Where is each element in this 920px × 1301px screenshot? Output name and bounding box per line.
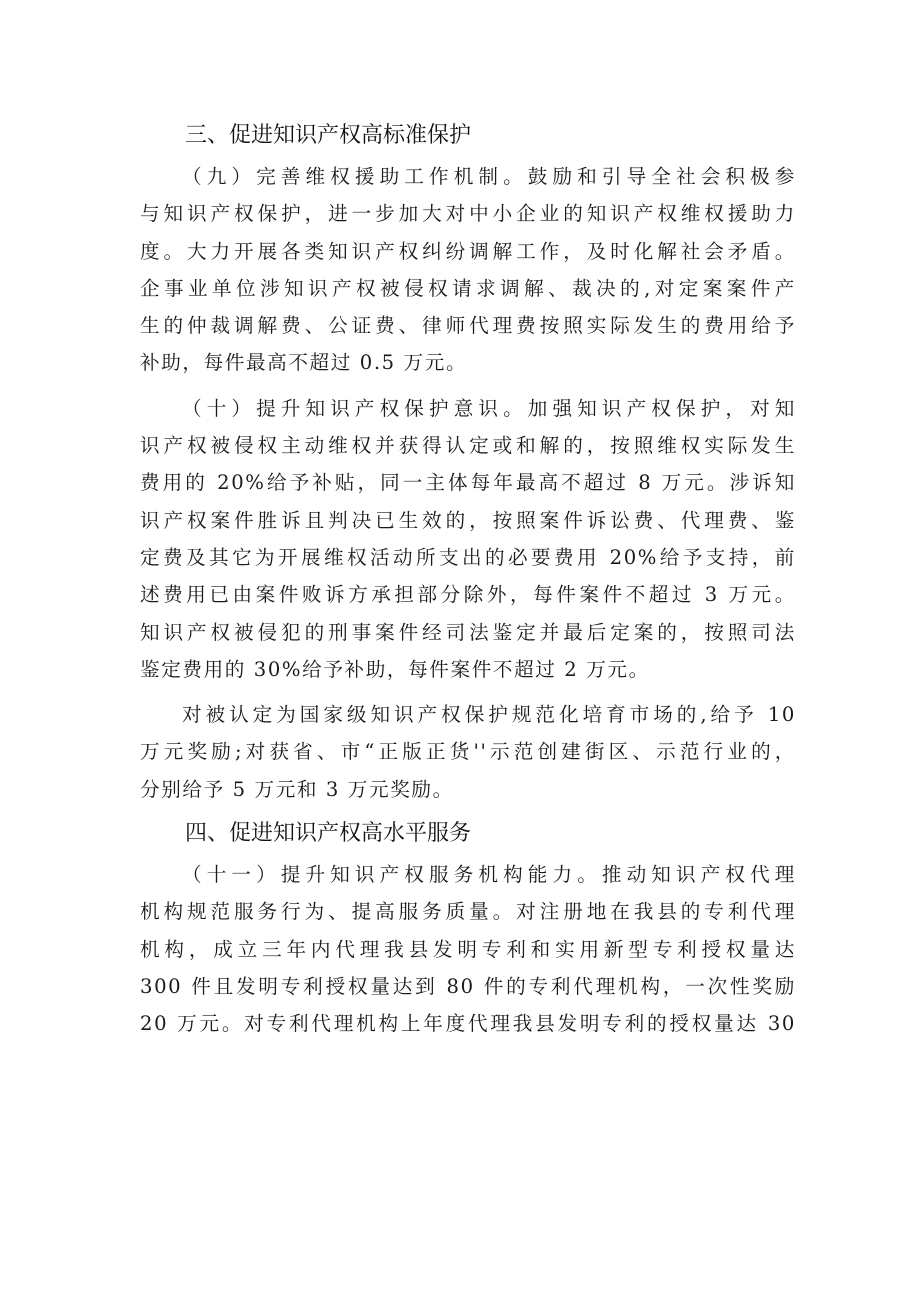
text-line: 知识产权被侵犯的刑事案件经司法鉴定并最后定案的，按照司法 <box>140 620 796 644</box>
text-line: 分别给予 5 万元和 3 万元奖励。 <box>140 777 454 801</box>
text-line: 费用的 20%给予补贴，同一主体每年最高不超过 8 万元。涉诉知 <box>140 471 796 495</box>
text-line: 与知识产权保护，进一步加大对中小企业的知识产权维权援助力 <box>140 202 796 226</box>
text-line: 定费及其它为开展维权活动所支出的必要费用 20%给予支持，前 <box>140 545 796 569</box>
text-line: 鉴定费用的 30%给予补助，每件案件不超过 2 万元。 <box>140 657 650 681</box>
section-heading: 四、促进知识产权高水平服务 <box>185 821 472 847</box>
text-line: 对被认定为国家级知识产权保护规范化培育市场的,给予 10 <box>182 703 796 727</box>
text-line: 识产权被侵权主动维权并获得认定或和解的，按照维权实际发生 <box>140 434 796 458</box>
text-line: 300 件且发明专利授权量达到 80 件的专利代理机构，一次性奖励 <box>140 974 796 998</box>
text-line: 机构规范服务行为、提高服务质量。对注册地在我县的专利代理 <box>140 900 796 924</box>
section-heading: 三、促进知识产权高标准保护 <box>185 123 472 148</box>
text-line: 企事业单位涉知识产权被侵权请求调解、裁决的,对定案案件产 <box>140 276 796 300</box>
text-line: 机构，成立三年内代理我县发明专利和实用新型专利授权量达 <box>140 937 796 961</box>
text-line: 万元奖励;对获省、市“正版正货''示范创建街区、示范行业的， <box>140 740 796 764</box>
paragraph-award <box>140 696 796 808</box>
section-4 <box>140 816 796 1042</box>
text-line: 生的仲裁调解费、公证费、律师代理费按照实际发生的费用给予 <box>140 314 796 338</box>
text-line: 20 万元。对专利代理机构上年度代理我县发明专利的授权量达 30 <box>140 1012 796 1036</box>
document-page <box>140 118 796 1051</box>
text-line: （十一）提升知识产权服务机构能力。推动知识产权代理 <box>182 863 796 887</box>
text-line: 补助，每件最高不超过 0.5 万元。 <box>140 351 468 375</box>
text-line: 识产权案件胜诉且判决已生效的，按照案件诉讼费、代理费、鉴 <box>140 508 796 532</box>
text-line: 度。大力开展各类知识产权纠纷调解工作，及时化解社会矛盾。 <box>140 239 796 263</box>
paragraph-11 <box>140 856 796 1042</box>
section-3 <box>140 118 796 808</box>
paragraph-10 <box>140 390 796 688</box>
text-line: （十）提升知识产权保护意识。加强知识产权保护，对知 <box>182 396 796 420</box>
text-line: 述费用已由案件败诉方承担部分除外，每件案件不超过 3 万元。 <box>140 583 796 607</box>
text-line: （九）完善维权援助工作机制。鼓励和引导全社会积极参 <box>182 165 796 188</box>
paragraph-9 <box>140 158 796 382</box>
